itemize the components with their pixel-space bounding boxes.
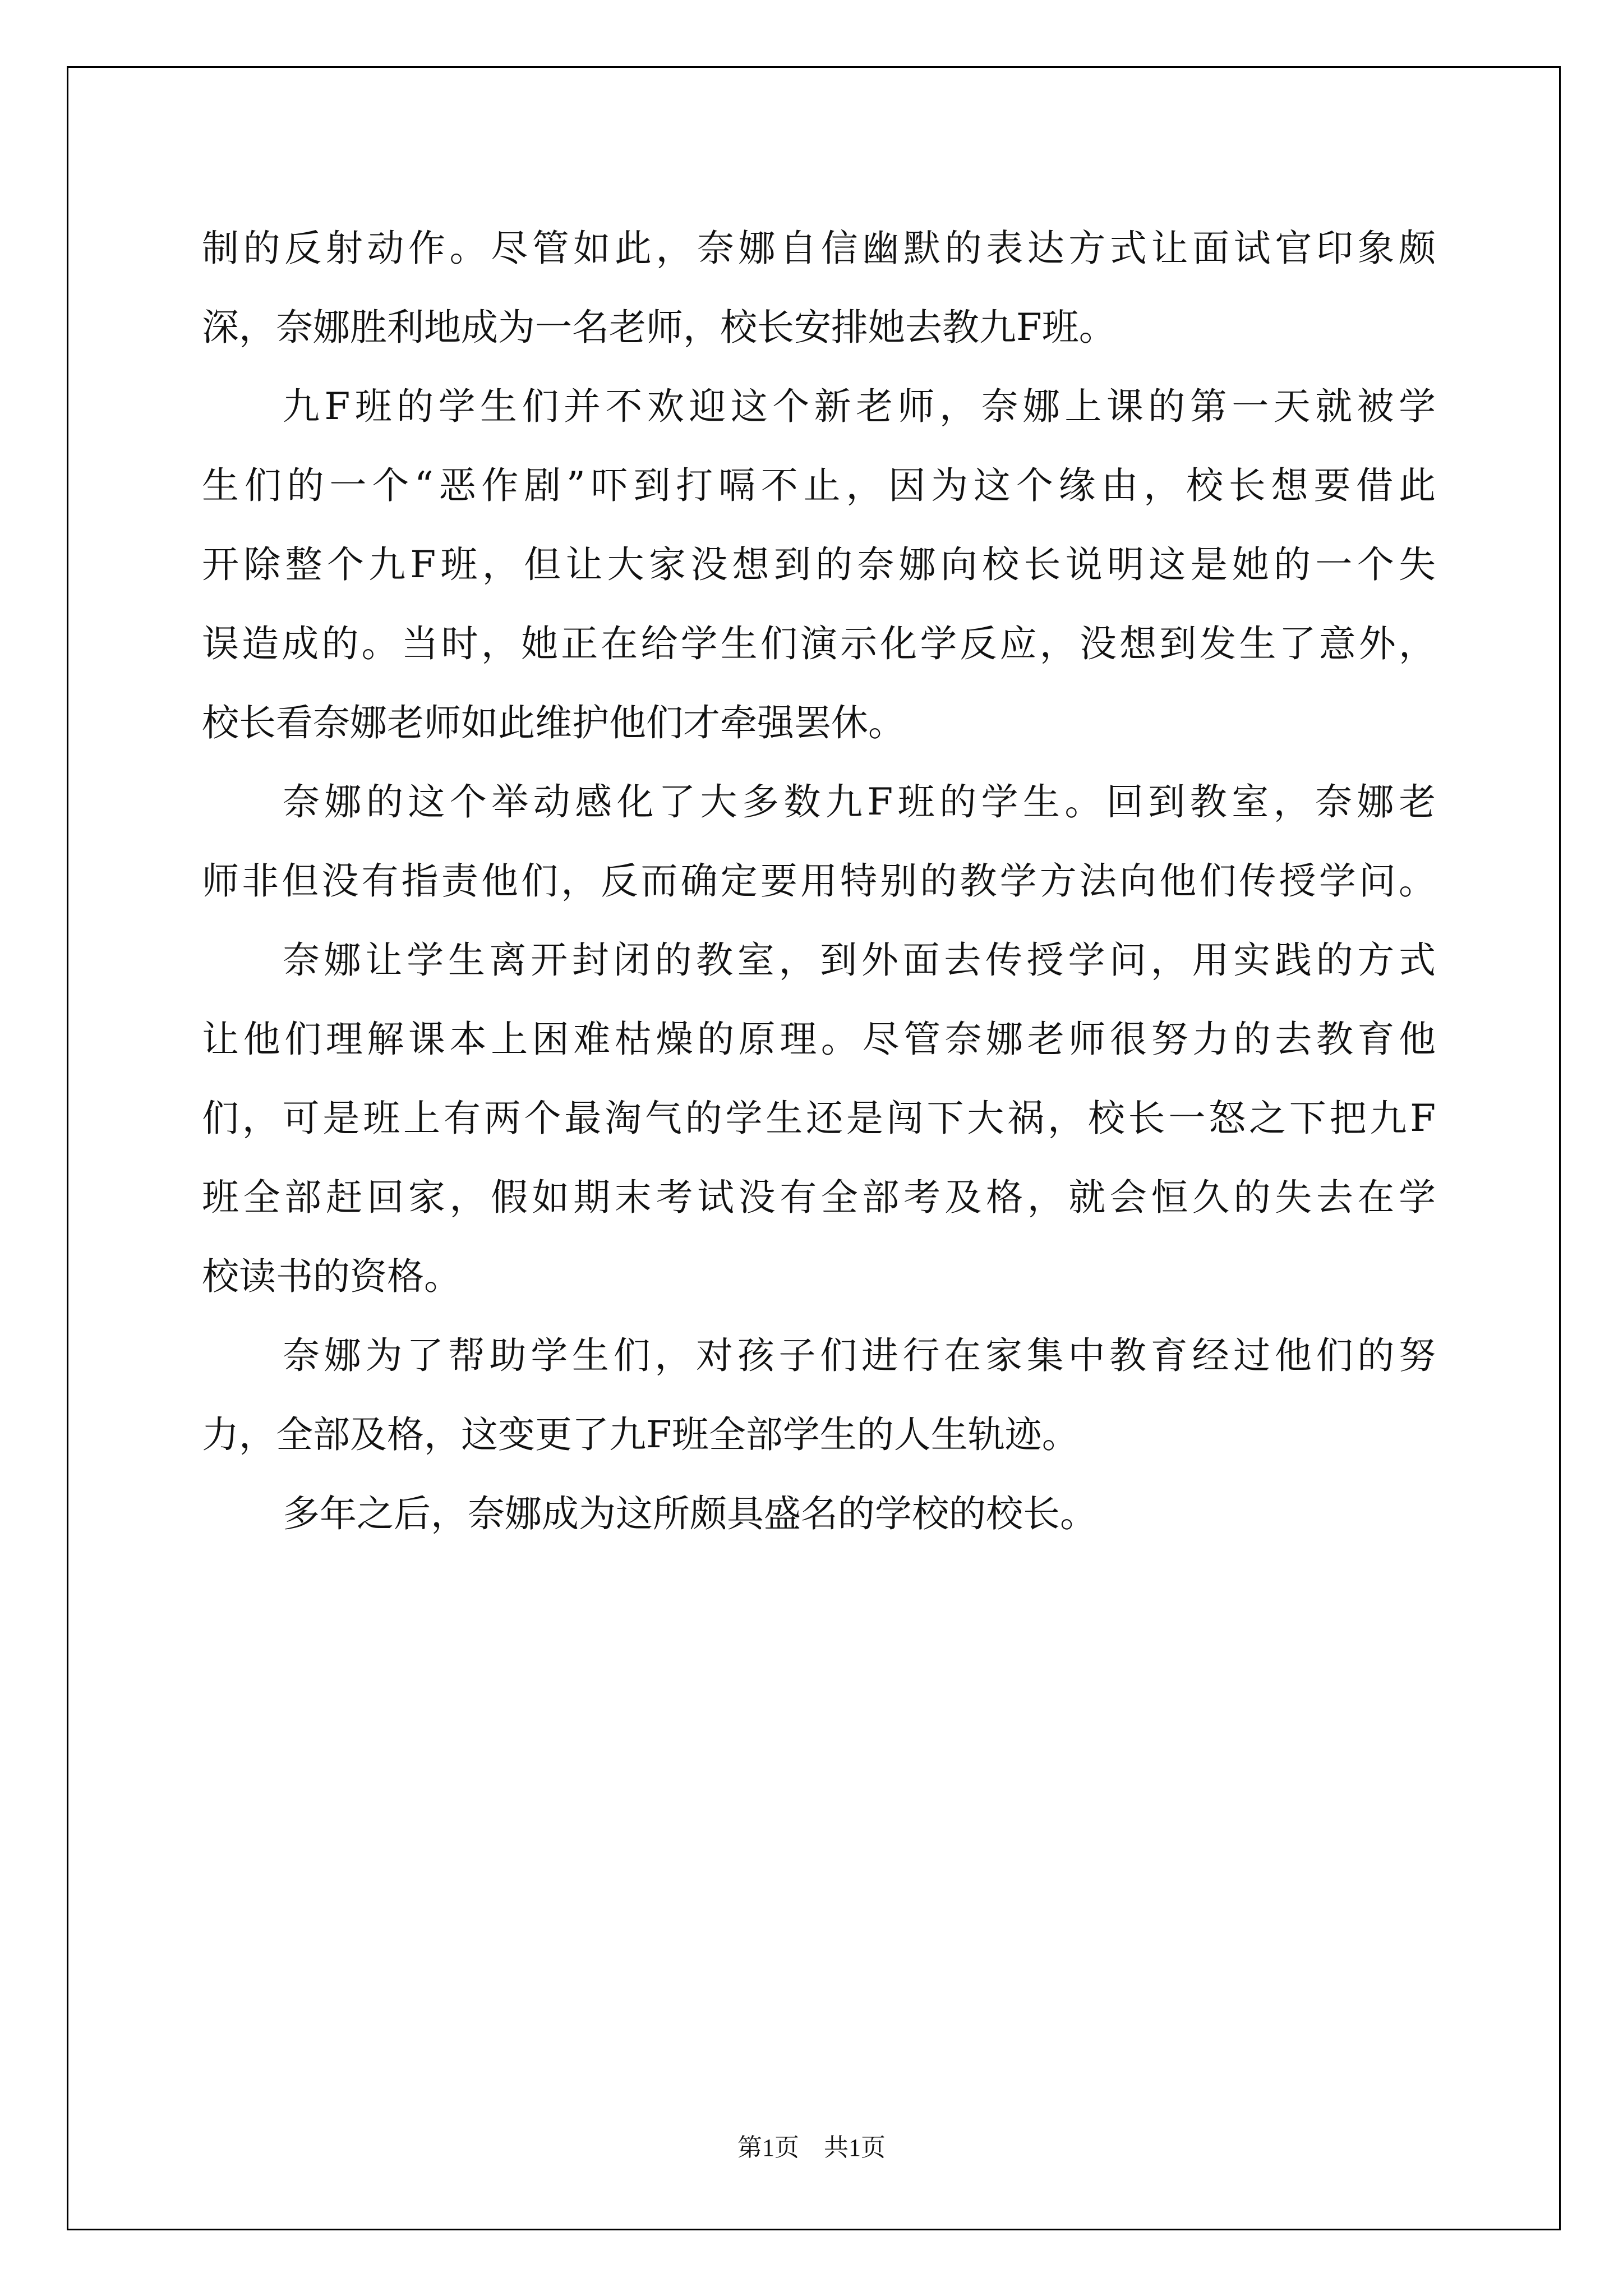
text-line: 奈娜的这个举动感化了大多数九F班的学生。回到教室，奈娜老 (283, 780, 1436, 823)
text-line: 生们的一个“恶作剧”吓到打嗝不止，因为这个缘由，校长想要借此 (202, 464, 1436, 507)
text-line: 误造成的。当时，她正在给学生们演示化学反应，没想到发生了意外， (202, 622, 1436, 665)
text-line: 奈娜让学生离开封闭的教室，到外面去传授学问，用实践的方式 (283, 938, 1436, 982)
text-line: 班全部赶回家，假如期末考试没有全部考及格，就会恒久的失去在学 (202, 1176, 1436, 1219)
paragraph-2 (202, 367, 1436, 762)
text-line: 奈娜为了帮助学生们，对孩子们进行在家集中教育经过他们的努 (283, 1334, 1436, 1377)
text-line: 校读书的资格。 (202, 1255, 461, 1298)
text-line: 开除整个九F班，但让大家没想到的奈娜向校长说明这是她的一个失 (202, 543, 1436, 586)
text-line: 制的反射动作。尽管如此，奈娜自信幽默的表达方式让面试官印象颇 (202, 227, 1436, 270)
text-line: 深，奈娜胜利地成为一名老师，校长安排她去教九F班。 (202, 306, 1116, 349)
paragraph-4 (202, 921, 1436, 1316)
text-line: 们，可是班上有两个最淘气的学生还是闯下大祸，校长一怒之下把九F (202, 1097, 1436, 1140)
page-footer: 第1页 共1页 (737, 2134, 886, 2161)
document-body (202, 209, 1436, 1553)
paragraph-3 (202, 762, 1436, 921)
text-line: 多年之后，奈娜成为这所颇具盛名的学校的校长。 (283, 1492, 1097, 1535)
paragraph-1 (202, 209, 1436, 367)
text-line: 校长看奈娜老师如此维护他们才牵强罢休。 (202, 701, 905, 744)
text-line: 师非但没有指责他们，反而确定要用特别的教学方法向他们传授学问。 (202, 859, 1436, 903)
text-line: 力，全部及格，这变更了九F班全部学生的人生轨迹。 (202, 1413, 1079, 1456)
text-line: 让他们理解课本上困难枯燥的原理。尽管奈娜老师很努力的去教育他 (202, 1018, 1436, 1061)
paragraph-6 (202, 1474, 1436, 1553)
text-line: 九F班的学生们并不欢迎这个新老师，奈娜上课的第一天就被学 (283, 385, 1436, 428)
paragraph-5 (202, 1316, 1436, 1474)
